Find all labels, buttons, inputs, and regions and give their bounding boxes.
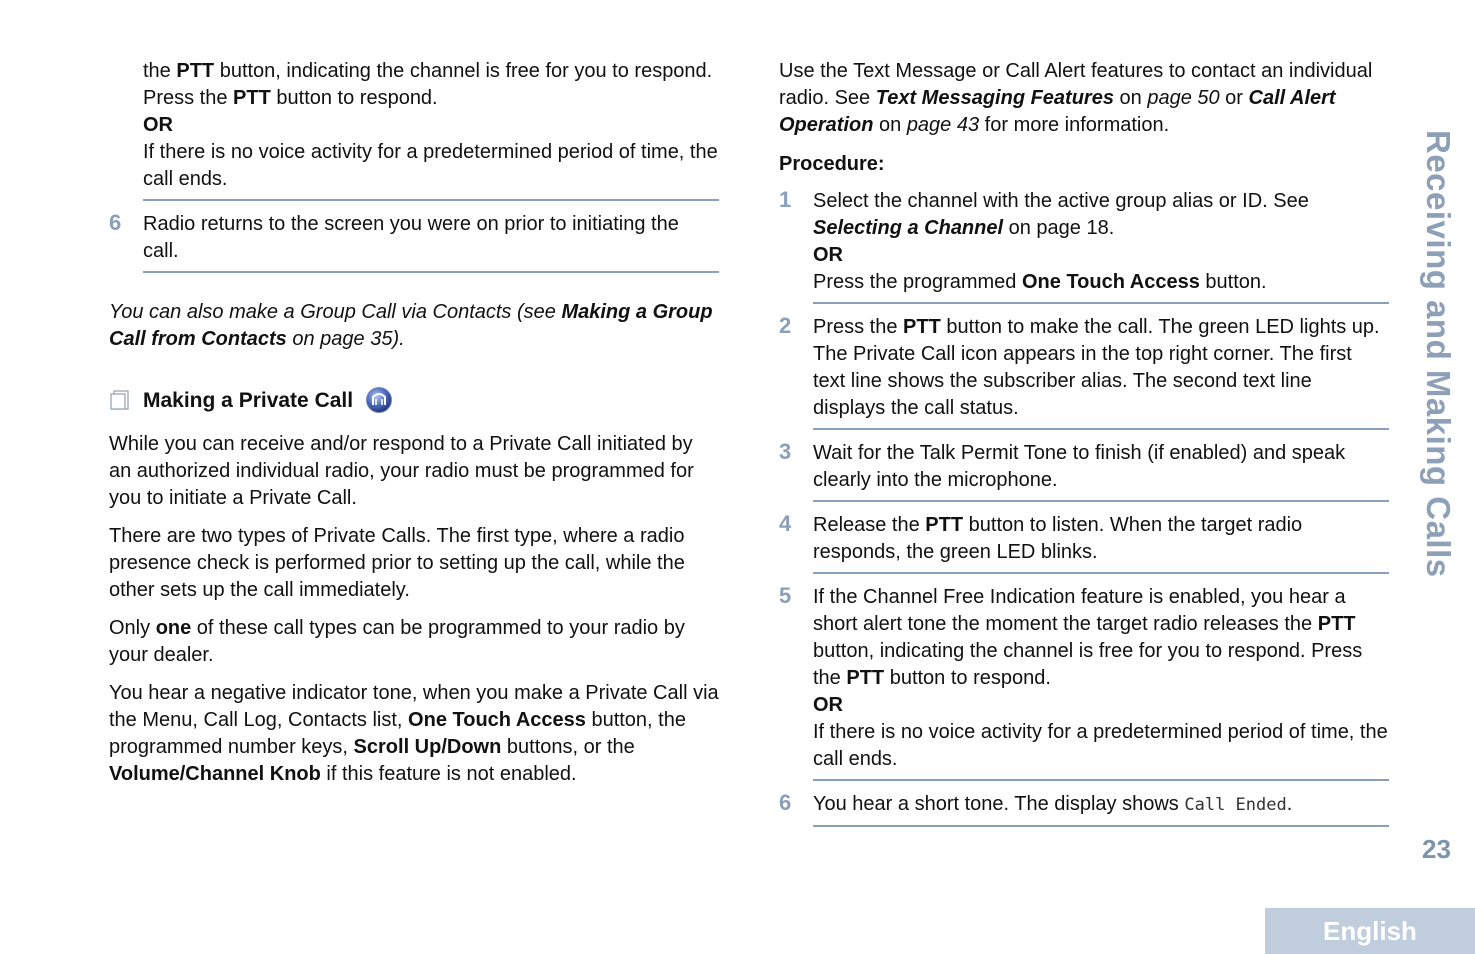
step-number: 2	[779, 313, 792, 338]
group-call-note: You can also make a Group Call via Contacts (see Making a Group Call from Contacts on page 35).	[109, 301, 713, 350]
digital-mode-icon	[365, 386, 393, 414]
step-3	[779, 440, 1389, 502]
display-text: Call Ended	[1184, 795, 1287, 815]
page-number: 23	[1422, 834, 1451, 864]
procedure-label: Procedure:	[779, 153, 885, 175]
step-2: 2 Press the PTT button to make the call. The green LED lights up. The Private Call icon appears in the top right corner. The first text line shows the subscriber alias. The second text line displays the call status.	[779, 314, 1389, 430]
step-number: 5	[779, 583, 792, 608]
or-label: OR	[813, 694, 843, 716]
step-text: Radio returns to the screen you were on prior to initiating the call.	[143, 211, 719, 273]
step-number: 6	[109, 210, 122, 235]
step-6: 6 You hear a short tone. The display shows Call Ended.	[779, 791, 1389, 827]
section-heading	[109, 383, 719, 417]
chapter-side-title: Receiving and Making Calls	[1420, 130, 1457, 578]
paragraph: There are two types of Private Calls. The first type, where a radio presence check is performed prior to setting up the call, while the other sets up the call immediately.	[109, 525, 685, 601]
step-number: 6	[779, 790, 792, 815]
left-column	[109, 58, 719, 788]
step-6	[109, 211, 719, 273]
book-icon	[109, 389, 131, 411]
paragraph: While you can receive and/or respond to a Private Call initiated by an authorized individual radio, your radio must be programmed for you to initiate a Private Call.	[109, 433, 694, 509]
step-1: 1 Select the channel with the active group alias or ID. See Selecting a Channel on page 18. OR Press the programmed One Touch Access button.	[779, 188, 1389, 304]
or-label: OR	[143, 114, 173, 136]
step-number: 3	[779, 439, 792, 464]
language-tab: English	[1265, 908, 1475, 954]
step-number: 4	[779, 511, 792, 536]
cross-reference[interactable]: Text Messaging Features	[875, 87, 1114, 109]
step-5: 5 If the Channel Free Indication feature is enabled, you hear a short alert tone the moment the target radio releases the PTT button, indicating the channel is free for you to respond. Press the PTT button to respond. OR If there is no voice activity for a predetermined period of time, the call ends.	[779, 584, 1389, 781]
step-5-continuation: the PTT button, indicating the channel is free for you to respond. Press the PTT button to respond. OR If there is no voice activity for a predetermined period of time, the call ends.	[143, 58, 719, 201]
cross-reference[interactable]: Selecting a Channel	[813, 217, 1004, 239]
paragraph: You hear a negative indicator tone, when you make a Private Call via the Menu, Call Log, Contacts list, One Touch Access button, the programmed number keys, Scroll Up/Down buttons, or the Volume/Channel Knob if this feature is not enabled.	[109, 682, 719, 785]
step-number: 1	[779, 187, 792, 212]
cross-reference[interactable]: Call Alert Operation	[779, 87, 1336, 136]
cross-reference[interactable]: Making a Group Call from Contacts	[109, 301, 713, 350]
intro-paragraph: Use the Text Message or Call Alert features to contact an individual radio. See Text Messaging Features on page 50 or Call Alert Operation on page 43 for more information.	[779, 60, 1373, 136]
section-title: Making a Private Call	[143, 388, 354, 412]
step-4: 4 Release the PTT button to listen. When the target radio responds, the green LED blinks.	[779, 512, 1389, 574]
paragraph: Only one of these call types can be programmed to your radio by your dealer.	[109, 617, 685, 666]
step-text: Wait for the Talk Permit Tone to finish (if enabled) and speak clearly into the microphone.	[813, 440, 1389, 502]
or-label: OR	[813, 244, 843, 266]
right-column	[779, 58, 1389, 827]
step-text: If there is no voice activity for a predetermined period of time, the call ends.	[143, 141, 718, 190]
